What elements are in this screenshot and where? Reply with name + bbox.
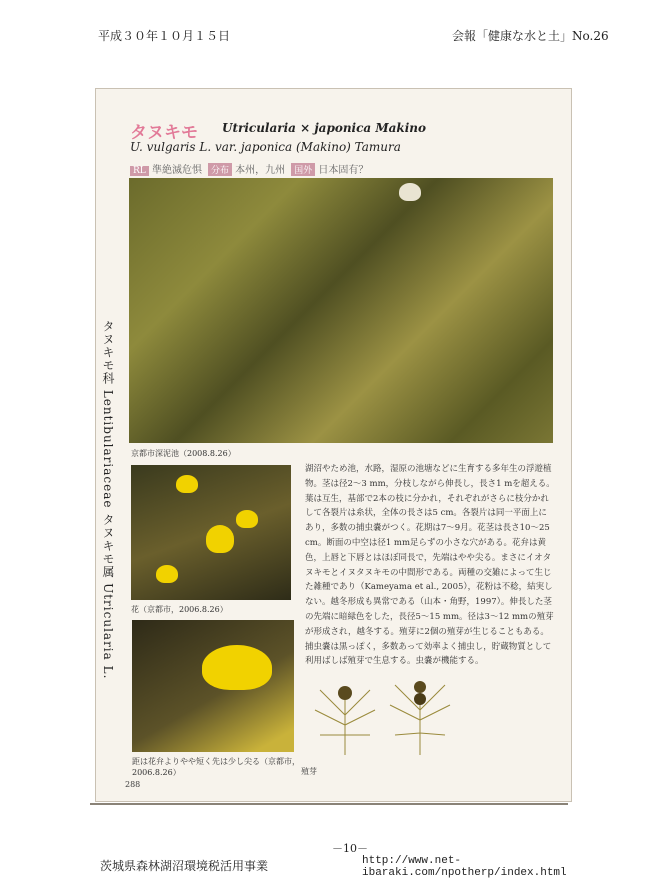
tag-distribution [208,161,285,176]
tag-row [130,161,368,176]
header-newsletter: 会報「健康な水と土」No.26 [452,29,609,43]
tag-value: 本州，九州 [235,165,286,176]
spur-photo [132,620,294,752]
petal-shape [399,183,421,201]
flower-shape [206,525,234,553]
synonym: U. vulgaris L. var. japonica (Makino) Tamura [130,140,401,154]
tag-foreign [291,161,368,176]
book-page-number: 288 [125,780,141,789]
tag-label: 国外 [291,163,315,176]
family-vertical-label: タヌキモ科 Lentibulariaceae タヌキモ属 Utricularia L. [101,320,115,680]
main-photo-caption: 京都市深泥池（2008.8.26） [131,449,236,458]
spur-photo-caption: 距は花弁よりやや短く先は少し尖る（京都市，2006.8.26） [132,757,300,777]
species-title: タヌキモ [130,123,198,143]
header-date: 平成３０年１０月１５日 [98,29,231,43]
footer-project: 茨城県森林湖沼環境税活用事業 [100,859,269,873]
footer-page-number: －10－ [332,842,368,855]
description-text: 湖沼やため池，水路，湿原の池塘などに生育する多年生の浮遊植物。茎は径2〜3 mm，分枝しながら伸長し，長さ1 mを超える。葉は互生，基部で2本の枝に分かれ，それぞれがさらに枝分かれして各裂片は糸状，全体の長さは5 cm。各裂片は同一平面上にあり，多数の捕虫嚢がつく。花期は7〜9月。花茎は長さ10〜25 cm。断面の中空は径1 mm足らずの小さな穴がある。花弁は黄色，上唇と下唇とはほぼ同長で，先端はやや尖る。まさにイオタヌキモとイヌタヌキモの中間形である。両種の交雑によって生じた雑種であり（Kameyama et al., 2005），花粉は不稔，結実しない。越冬形成も異常である（山本・角野，1997）。伸長した茎の先端に暗緑色をした，長径5〜15 mm。径は3〜12 mmの殖芽が形成され，越冬する。殖芽に2個の殖芽が生じることもある。捕虫嚢は黒っぽく，多数あって効率よく捕虫し，貯蔵物質として利用ばしば殖芽で生息する。虫嚢が機能する。 [305,464,555,667]
latin-name: Utricularia × japonica Makino [222,121,427,135]
tag-value: 日本固有？ [318,165,369,176]
tag-value: 準絶滅危惧 [151,165,202,176]
flower-shape [236,510,258,528]
tag-rl [130,161,202,176]
turion-caption: 殖芽 [301,767,317,776]
tag-label: 分布 [208,163,232,176]
tag-label: RL [130,166,149,176]
flower-shape [202,645,272,690]
flower-photo-caption: 花（京都市，2006.8.26） [131,605,228,614]
bottom-rule [90,803,568,805]
turion-illustration [300,665,465,760]
flower-shape [156,565,178,583]
main-photo [129,178,553,443]
flower-photo [131,465,291,600]
footer-url-link[interactable]: http://www.net-ibaraki.com/npotherp/index.html [362,855,567,879]
flower-shape [176,475,198,493]
